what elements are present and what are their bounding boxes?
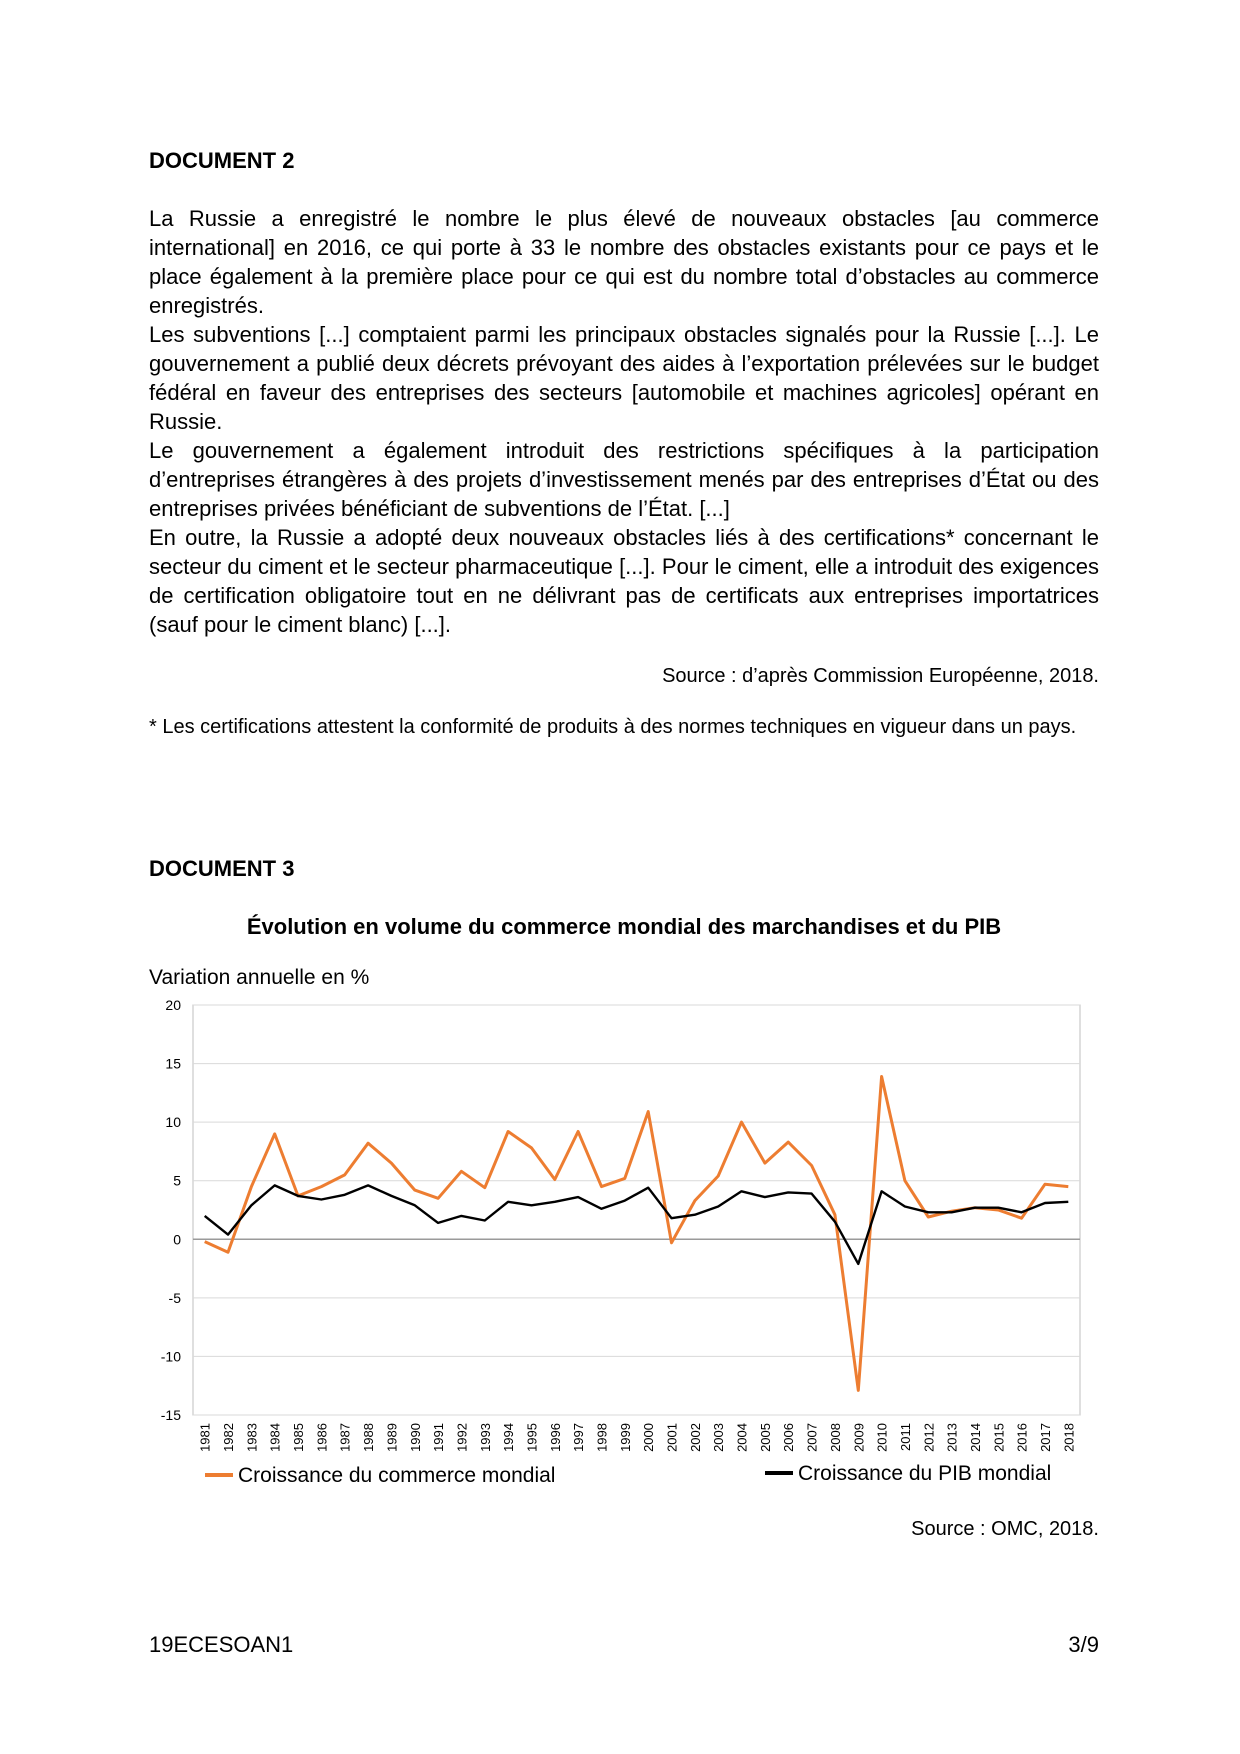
x-tick-label: 2009 [851,1423,867,1452]
document-code: 19ECESOAN1 [149,1632,294,1657]
paragraph: Le gouvernement a également introduit des restrictions spécifiques à la participation d’entreprises étrangères à des projets d’investissement menés par des entreprises d’État ou des entreprises privées bénéficiant de subventions de l’État. [...] [149,438,1099,521]
y-tick-label: 20 [165,997,181,1013]
x-tick-label: 2006 [781,1423,797,1452]
line-chart [140,995,1100,1495]
x-tick-label: 1989 [384,1423,400,1452]
legend-label-commerce: Croissance du commerce mondial [238,1464,556,1487]
legend-label-pib: Croissance du PIB mondial [798,1462,1052,1485]
x-tick-label: 1998 [594,1423,610,1452]
x-tick-label: 1999 [617,1423,633,1452]
x-tick-label: 2014 [967,1423,983,1452]
y-tick-label: 10 [165,1114,181,1131]
document-3-heading: DOCUMENT 3 [149,856,295,881]
document-2-heading: DOCUMENT 2 [149,148,295,173]
x-tick-label: 1994 [501,1423,517,1452]
x-tick-label: 2004 [734,1423,750,1452]
x-tick-label: 1983 [244,1423,260,1452]
x-tick-label: 2016 [1014,1423,1030,1452]
series-line-commerce [205,1077,1069,1391]
x-tick-label: 1981 [197,1423,213,1452]
y-axis-label: Variation annuelle en % [149,966,370,989]
chart-title: Évolution en volume du commerce mondial des marchandises et du PIB [246,914,1002,939]
x-tick-labels [198,1423,1077,1452]
x-tick-label: 1990 [407,1423,423,1452]
chart-legend [205,1462,1051,1487]
y-tick-label: 0 [173,1231,181,1248]
x-tick-label: 2007 [804,1423,820,1452]
document-3-source: Source : OMC, 2018. [911,1518,1099,1540]
x-tick-label: 2017 [1037,1423,1053,1452]
x-tick-label: 1996 [547,1423,563,1452]
y-tick-label: -15 [160,1407,181,1423]
paragraph: La Russie a enregistré le nombre le plus élevé de nouveaux obstacles [au commerce international] en 2016, ce qui porte à 33 le nombre des obstacles existants pour ce pays et le place également à la première place pour ce qui est du nombre total d’obstacles au commerce enregistrés. [149,206,1099,318]
series-line-pib [205,1185,1069,1264]
chart-grid [193,1005,1080,1415]
x-tick-label: 1988 [361,1423,377,1452]
x-tick-label: 2008 [827,1423,843,1452]
x-tick-label: 1985 [291,1423,307,1452]
x-tick-label: 1982 [221,1423,237,1452]
x-tick-label: 1993 [477,1423,493,1452]
x-tick-label: 2002 [687,1423,703,1452]
y-tick-label: 5 [173,1172,181,1189]
x-tick-label: 2003 [711,1423,727,1452]
x-tick-label: 1987 [337,1423,353,1452]
x-tick-label: 2018 [1061,1423,1077,1452]
y-tick-label: -5 [168,1289,181,1306]
document-2-source: Source : d’après Commission Européenne, 2018. [662,665,1099,687]
paragraph: En outre, la Russie a adopté deux nouveaux obstacles liés à des certifications* concernant le secteur du ciment et le secteur pharmaceutique [...]. Pour le ciment, elle a introduit des exigences de certification obligatoire tout en ne délivrant pas de certificats aux entreprises importatrices (sauf pour le ciment blanc) [...]. [149,525,1099,637]
x-tick-label: 2001 [664,1423,680,1452]
x-tick-label: 2005 [757,1423,773,1452]
x-tick-label: 2012 [921,1423,937,1452]
paragraph: Les subventions [...] comptaient parmi les principaux obstacles signalés pour la Russie [...]. Le gouvernement a publié deux décrets prévoyant des aides à l’exportation prélevées sur le budget fédéral en faveur des entreprises des secteurs [automobile et machines agricoles] opérant en Russie. [149,322,1099,434]
x-tick-label: 1991 [431,1423,447,1452]
x-tick-label: 1986 [314,1423,330,1452]
x-tick-label: 2013 [944,1423,960,1452]
x-tick-label: 2000 [641,1423,657,1452]
x-tick-label: 2010 [874,1423,890,1452]
chart-lines [205,1077,1069,1391]
x-tick-label: 1992 [454,1423,470,1452]
footnote: * Les certifications attestent la conformité de produits à des normes techniques en vigueur dans un pays. [149,716,1077,738]
x-tick-label: 1997 [571,1423,587,1452]
x-tick-label: 2015 [991,1423,1007,1452]
document-2-text [149,204,1099,639]
x-tick-label: 1995 [524,1423,540,1452]
plot-area-border [193,1005,1080,1415]
page-number: 3/9 [1068,1632,1099,1657]
x-tick-label: 2011 [897,1423,913,1451]
x-tick-label: 1984 [267,1423,283,1452]
y-tick-label: 15 [165,1055,181,1072]
y-tick-labels [161,997,181,1423]
y-tick-label: -10 [160,1348,181,1365]
